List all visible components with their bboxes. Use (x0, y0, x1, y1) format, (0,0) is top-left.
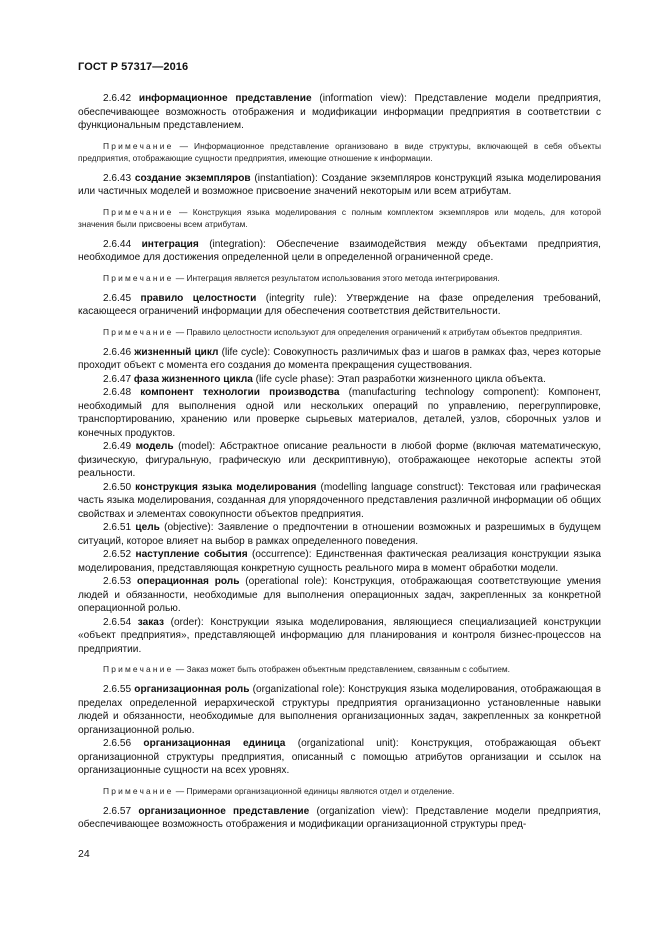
entry-definition: (occurrence): Единственная фактическая реализация конструкции языка моделирования, представляющая конкретную сущность реального мира в момент обработки модели. (78, 549, 601, 574)
entry-number: 2.6.53 (103, 576, 132, 587)
term-entry (78, 346, 601, 373)
entry-term: интеграция (141, 238, 199, 250)
page-number: 24 (78, 848, 90, 860)
entry-term: жизненный цикл (134, 346, 219, 358)
entry-term: заказ (137, 616, 165, 628)
entry-definition: (manufacturing technology component): Компонент, необходимый для выполнения одной или нескольких операций по управлению, перегруппировке, транспортированию, хранению или проверке сырьевых материалов, деталей, узлов, сборочных узлов и конечных продуктов. (78, 387, 601, 439)
entry-number: 2.6.56 (103, 738, 132, 749)
entry-definition: (organization view): Представление модели предприятия, обеспечивающее возможность отображения и модификации организационной структуры пред- (78, 805, 601, 830)
term-entry (78, 92, 601, 133)
entry-definition: (operational role): Конструкция, отображающая соответствующие умения людей и обязанности, необходимые для выполнения операционных задач, закрепленных за конкретной операционной ролью. (78, 576, 602, 614)
entry-definition: (objective): Заявление о предпочтении в отношении возможных и разрешимых в будущем ситуаций, которое влияет на выбор в рамках определенного поведения. (78, 522, 601, 547)
entry-term: организационная единица (143, 738, 286, 749)
note-label: Примечание (103, 272, 174, 283)
term-entry (78, 292, 601, 319)
entry-number: 2.6.51 (103, 522, 132, 533)
note-label: Примечание (103, 326, 174, 337)
note-text: — Интеграция является результатом использования этого метода интегрирования. (173, 272, 500, 283)
note (78, 326, 601, 338)
entry-term: модель (135, 441, 174, 452)
entry-number: 2.6.52 (103, 549, 132, 560)
entry-definition: (integration): Обеспечение взаимодействия между объектами предприятия, необходимое для достижения определенной цели в определенной ограниченной среде. (78, 238, 601, 263)
entry-number: 2.6.57 (103, 805, 132, 817)
entry-number: 2.6.45 (103, 292, 132, 304)
entry-number: 2.6.48 (103, 387, 132, 398)
entry-number: 2.6.47 (103, 373, 132, 385)
entry-term: компонент технологии производства (140, 387, 340, 398)
term-entry (78, 737, 601, 778)
entry-term: операционная роль (136, 576, 240, 587)
entry-term: правило целостности (140, 292, 257, 304)
note (78, 206, 601, 230)
document-header: ГОСТ Р 57317—2016 (78, 61, 189, 73)
entry-term: конструкция языка моделирования (135, 481, 317, 493)
entry-term: наступление события (135, 549, 248, 560)
entry-definition: (life cycle phase): Этап разработки жизненного цикла объекта. (252, 373, 546, 385)
entry-number: 2.6.42 (103, 93, 132, 104)
term-entry (78, 683, 601, 737)
document-body (78, 92, 601, 832)
entry-definition: (integrity rule): Утверждение на фазе определения требований, касающееся ограничений информации для обеспечения соответствия действительности. (78, 292, 601, 317)
note-text: — Правило целостности используют для определения ограничений к атрибутам объектов предприятия. (173, 326, 583, 337)
entry-term: организационное представление (138, 805, 310, 817)
note-text: — Примерами организационной единицы являются отдел и отделение. (173, 785, 455, 796)
entry-term: создание экземпляров (134, 172, 251, 184)
entry-term: организационная роль (134, 684, 250, 695)
entry-number: 2.6.55 (103, 684, 132, 695)
note-label: Примечание (103, 206, 174, 217)
note-label: Примечание (103, 785, 174, 796)
term-entry (78, 521, 601, 548)
note-text: — Заказ может быть отображен объектным представлением, связанным с событием. (173, 664, 510, 674)
note (78, 140, 601, 164)
term-entry (78, 805, 601, 832)
entry-definition: (information view): Представление модели предприятия, обеспечивающее возможность отображения и модификации информации предприятия в соответствии с функциональным представлением. (78, 93, 602, 131)
entry-definition: (modelling language construct): Текстовая или графическая часть языка моделирования, созданная для упорядоченного представления различной информации об общих свойствах и элементах совокупности объектов предприятия. (78, 481, 601, 520)
entry-term: информационное представление (138, 93, 312, 104)
note-label: Примечание (103, 140, 174, 151)
term-entry (78, 172, 601, 199)
entry-definition: (instantiation): Создание экземпляров конструкций языка моделирования или частичных моделей и возможное присвоение значений некоторым или всем атрибутам. (78, 172, 601, 197)
entry-term: фаза жизненного цикла (133, 373, 253, 385)
note (78, 663, 601, 675)
entry-number: 2.6.54 (103, 616, 132, 628)
entry-definition: (model): Абстрактное описание реальности в любой форме (включая математическую, физическую, фигуральную, графическую или дескриптивную), отображающее некоторые аспекты этой реальности. (78, 441, 601, 479)
note-label: Примечание (103, 664, 174, 674)
term-entry (78, 481, 601, 522)
term-entry (78, 386, 601, 440)
note (78, 272, 601, 284)
term-entry (78, 616, 601, 657)
entry-number: 2.6.46 (103, 346, 132, 358)
term-entry (78, 238, 601, 265)
term-entry (78, 575, 601, 616)
entry-term: цель (135, 522, 160, 533)
entry-definition: (life cycle): Совокупность различимых фаз и шагов в рамках фаз, через которые проходит объект с момента его создания до момента прекращения существования. (78, 346, 601, 371)
term-entry (78, 440, 601, 481)
term-entry (78, 373, 601, 387)
entry-definition: (organizational role): Конструкция языка моделирования, отображающая в пределах определенной иерархической структуры предприятия организационно установленные навыки людей и обязанности, необходимые для выполнения организационных задач, закрепленных за конкретной организационной ролью. (78, 684, 601, 736)
entry-number: 2.6.43 (103, 172, 132, 184)
entry-number: 2.6.44 (103, 238, 132, 250)
entry-definition: (order): Конструкции языка моделирования, являющиеся специализацией конструкции «объект предприятия», представляющей информацию для планирования и контроля бизнес-процессов на предприятии. (78, 616, 601, 655)
note (78, 785, 601, 797)
note-text: — Информационное представление организовано в виде структуры, включающей в себя объекты предприятия, отображающие сущности предприятия, имеющие отношение к информации. (78, 140, 601, 163)
note-text: — Конструкция языка моделирования с полным комплектом экземпляров или модель, для которой значения были присвоены всем атрибутам. (78, 206, 601, 229)
term-entry (78, 548, 601, 575)
entry-number: 2.6.50 (103, 481, 132, 493)
entry-number: 2.6.49 (103, 441, 132, 452)
entry-definition: (organizational unit): Конструкция, отображающая объект организационной структуры предприятия, описанный с помощью атрибутов организации и ссылок на организационные сущности на всех уровнях. (78, 738, 602, 776)
